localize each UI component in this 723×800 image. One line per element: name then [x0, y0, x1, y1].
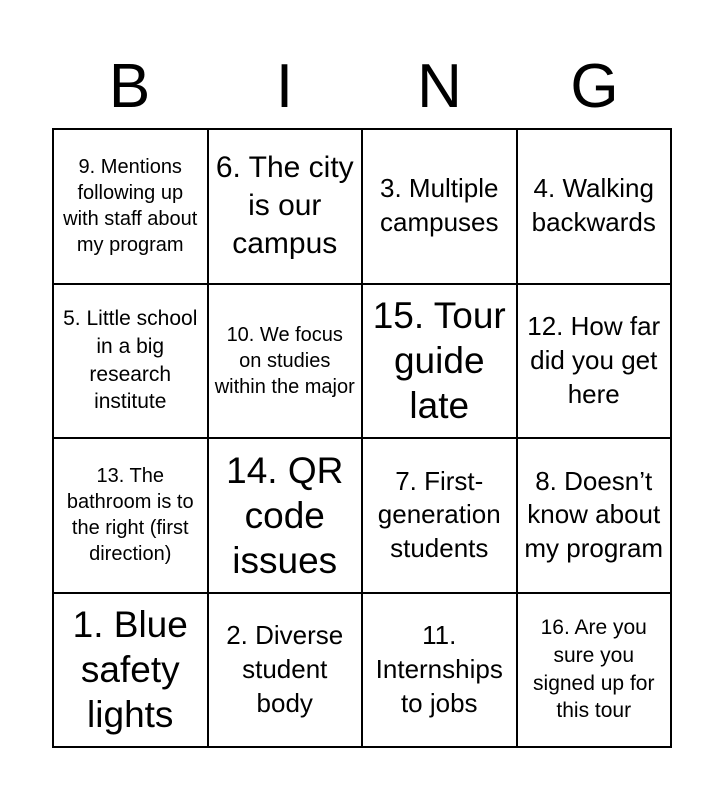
header-letter-i: I	[275, 52, 294, 121]
bingo-cell-text: 15. Tour guide late	[372, 295, 506, 427]
bingo-cell[interactable]	[517, 593, 672, 748]
bingo-cell-text: 5. Little school in a big research institute	[63, 307, 198, 414]
bingo-cell-text: 11. Internships to jobs	[375, 620, 503, 718]
bingo-cell-text: 6. The city is our campus	[215, 151, 354, 261]
header-letter-n: N	[417, 52, 462, 121]
bingo-cell[interactable]	[362, 129, 517, 284]
bingo-cell[interactable]	[362, 593, 517, 748]
bingo-cell[interactable]	[208, 438, 363, 593]
bingo-board	[52, 128, 672, 748]
bingo-cell[interactable]	[53, 129, 208, 284]
bingo-cell-text: 12. How far did you get here	[527, 311, 661, 409]
bingo-cell-text: 4. Walking backwards	[531, 173, 656, 238]
bingo-cell[interactable]	[53, 284, 208, 439]
bingo-cell-text: 9. Mentions following up with staff about my program	[63, 156, 198, 257]
bingo-cell[interactable]	[53, 593, 208, 748]
bingo-cell[interactable]	[517, 284, 672, 439]
bingo-cell-text: 8. Doesn’t know about my program	[524, 465, 664, 564]
bingo-cell[interactable]	[362, 438, 517, 593]
bingo-cell[interactable]	[517, 129, 672, 284]
bingo-cell-text: 10. We focus on studies within the major	[214, 323, 355, 398]
bingo-cell-text: 2. Diverse student body	[226, 620, 344, 718]
bingo-cell[interactable]	[53, 438, 208, 593]
bingo-cell[interactable]	[362, 284, 517, 439]
bingo-cell-text: 16. Are you sure you signed up for this tour	[533, 616, 655, 723]
bingo-cell[interactable]	[208, 129, 363, 284]
bingo-cell-text: 13. The bathroom is to the right (first direction)	[66, 465, 194, 566]
bingo-cell[interactable]	[517, 438, 672, 593]
bingo-cell-text: 7. First-generation students	[377, 465, 501, 564]
header-letter-g: G	[570, 52, 619, 121]
bingo-cell-text: 1. Blue safety lights	[72, 604, 188, 736]
bingo-cell[interactable]	[208, 593, 363, 748]
bingo-cell[interactable]	[208, 284, 363, 439]
bingo-header	[52, 48, 672, 126]
header-letter-b: B	[108, 52, 151, 121]
bingo-cell-text: 14. QR code issues	[226, 449, 344, 581]
bingo-cell-text: 3. Multiple campuses	[380, 173, 499, 238]
